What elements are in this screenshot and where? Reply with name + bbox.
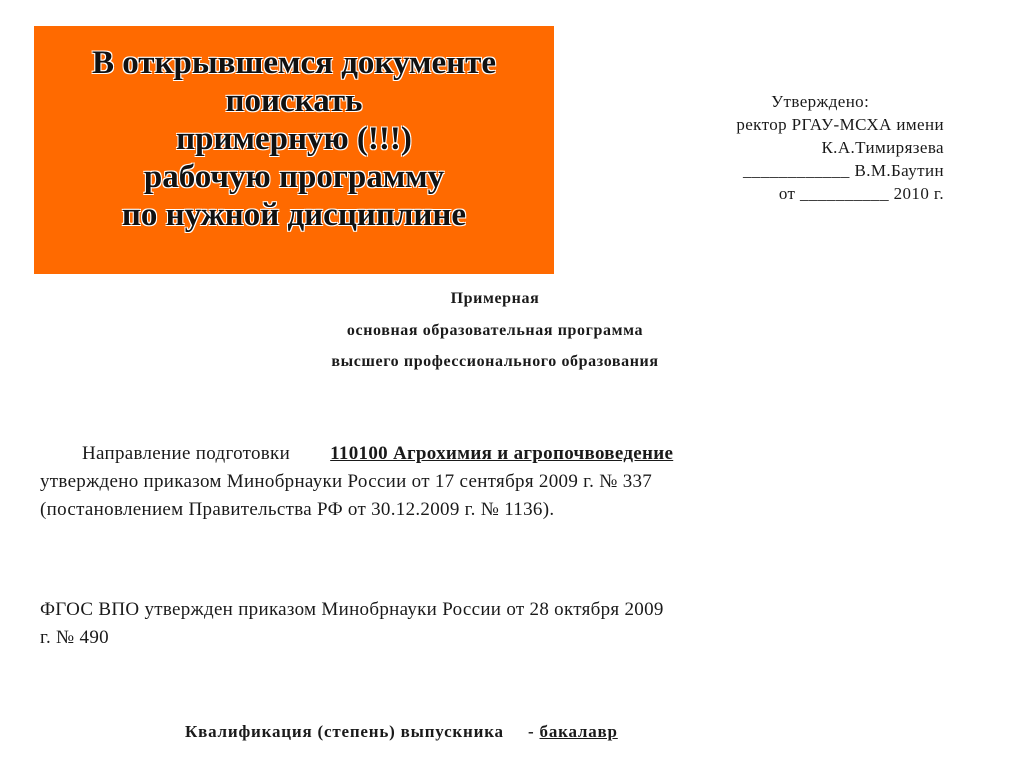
qualification-line [185,722,618,742]
qualification-label: Квалификация (степень) выпускника [185,722,504,741]
qualification-value: бакалавр [539,722,618,741]
approval-block [736,90,944,205]
fgos-paragraph [40,596,950,652]
callout-line-2: поискать [225,83,363,119]
direction-resolution: (постановлением Правительства РФ от 30.12.2009 г. № 1136). [40,499,555,520]
callout-line-1: В открывшемся документе [91,45,497,81]
approval-date: от __________ 2010 г. [778,184,944,203]
instruction-callout [34,26,554,274]
doc-title-line-1: Примерная [450,290,540,307]
doc-title-line-3: высшего профессионального образования [331,353,659,370]
qualification-dash: - [527,722,535,741]
fgos-line-1: ФГОС ВПО утвержден приказом Минобрнауки России от 28 октября 2009 [40,599,664,620]
direction-order: утверждено приказом Минобрнауки России от 17 сентября 2009 г. № 337 [40,471,653,492]
callout-line-3: примерную (!!!) [176,121,412,157]
fgos-line-2: г. № 490 [40,627,109,648]
approval-heading: Утверждено: [771,92,870,111]
direction-value: 110100 Агрохимия и агропочвоведение [330,443,674,464]
direction-paragraph [40,440,950,524]
doc-title-line-2: основная образовательная программа [346,322,644,339]
approval-rector: ректор РГАУ-МСХА имени [736,115,944,134]
approval-signature: ____________ В.М.Баутин [743,161,944,180]
direction-line [40,440,950,468]
callout-line-4: рабочую программу [143,159,445,195]
direction-label: Направление подготовки [82,443,291,464]
callout-line-5: по нужной дисциплине [121,197,467,233]
approval-university: К.А.Тимирязева [821,138,944,157]
